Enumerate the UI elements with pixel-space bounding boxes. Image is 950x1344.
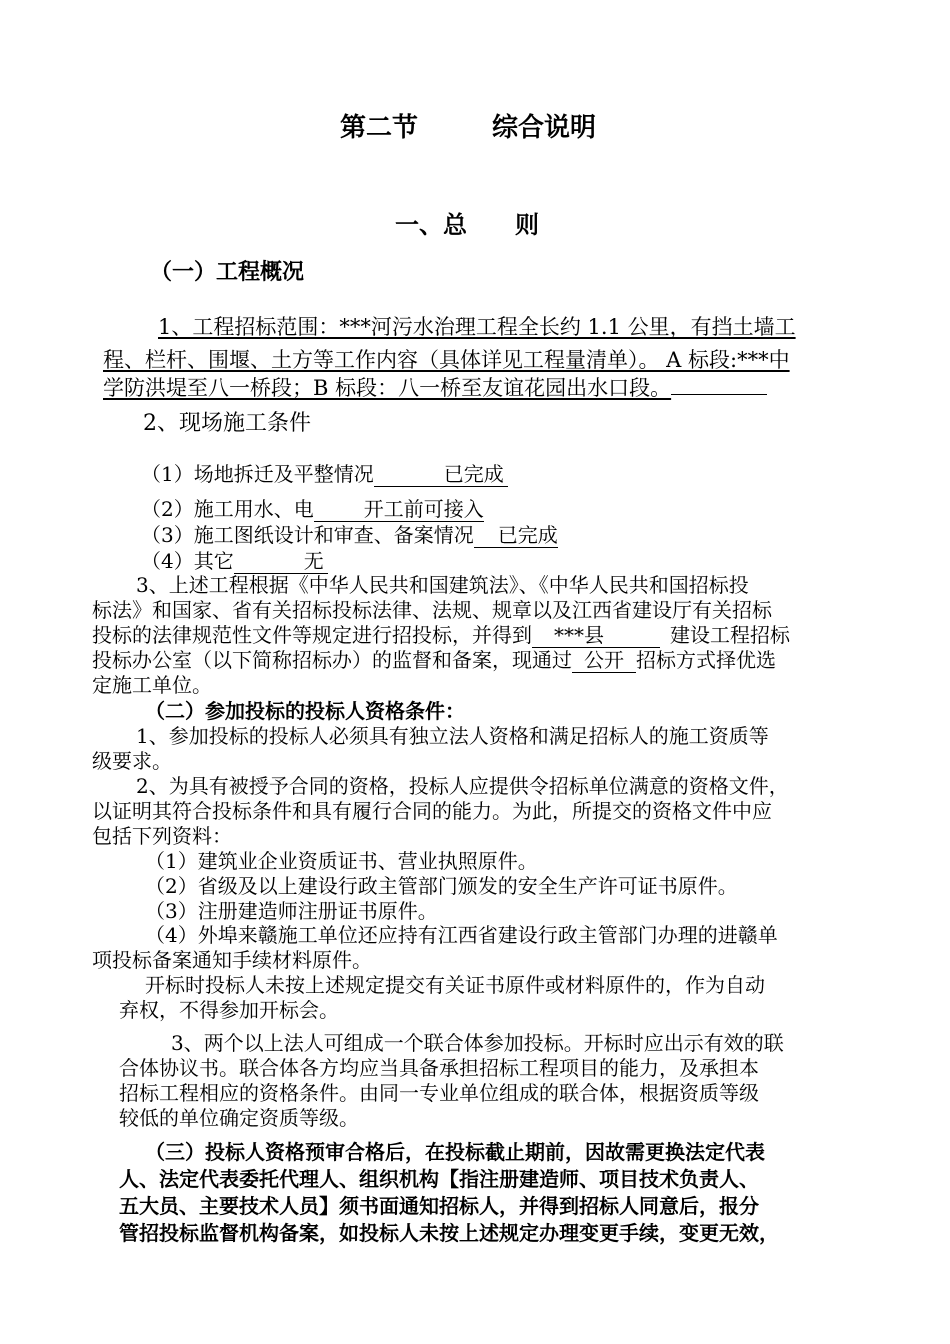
q2-line-1: 2、为具有被授予合同的资格，投标人应提供令招标单位满意的资格文件，: [136, 774, 789, 798]
q1-line-1: 1、参加投标的投标人必须具有独立法人资格和满足招标人的施工资质等: [136, 724, 769, 748]
condition-4-label: （4）其它: [141, 549, 234, 573]
scope-line-3-blank: [671, 373, 767, 395]
general-heading: 一、总 则: [395, 211, 539, 239]
q2-line-2: 以证明其符合投标条件和具有履行合同的能力。为此，所提交的资格文件中应: [92, 799, 772, 823]
scope-line-2: 程、栏杆、围堰、土方等工作内容（具体详见工程量清单）。 A 标段:***中: [103, 348, 790, 372]
q3-line-3: 招标工程相应的资格条件。由同一专业单位组成的联合体，根据资质等级: [119, 1081, 759, 1105]
item3-line-3-post: 建设工程招标: [670, 623, 790, 647]
doc-item-1: （1）建筑业企业资质证书、营业执照原件。: [145, 849, 538, 873]
q3-line-1: 3、两个以上法人可组成一个联合体参加投标。开标时应出示有效的联: [171, 1031, 784, 1055]
subsection-3-line-3: 五大员、主要技术人员】须书面通知招标人，并得到招标人同意后，报分: [119, 1194, 759, 1218]
section-title-number: 第二节: [340, 113, 419, 143]
q2-line-3: 包括下列资料：: [92, 824, 232, 848]
condition-2-value-text: 开工前可接入: [363, 497, 484, 521]
item3-line-4-pre: 投标办公室（以下简称招标办）的监督和备案，现通过: [92, 648, 572, 672]
method-value: 公开: [584, 648, 624, 672]
item3-line-2: 标法》和国家、省有关招标投标法律、法规、规章以及江西省建设厅有关招标: [92, 598, 772, 622]
subsection-3-line-4: 管招投标监督机构备案，如投标人未按上述规定办理变更手续，变更无效，: [119, 1221, 779, 1245]
condition-2: [141, 497, 484, 522]
condition-3-label: （3）施工图纸设计和审查、备案情况: [141, 523, 474, 547]
method-blank: [572, 648, 636, 673]
section-title-text: 综合说明: [492, 113, 597, 143]
item3-line-4: [92, 648, 776, 673]
scope-line-3: [103, 373, 767, 400]
doc-item-4-line-1: （4）外埠来赣施工单位还应持有江西省建设行政主管部门办理的进赣单: [145, 923, 778, 947]
county-value: ***县: [554, 623, 604, 647]
condition-4: [141, 549, 328, 574]
condition-2-value: [314, 497, 484, 522]
subsection-3-line-2: 人、法定代表委托代理人、组织机构【指注册建造师、项目技术负责人、: [119, 1167, 759, 1191]
subsection-3-line-1: （三）投标人资格预审合格后，在投标截止期前，因故需更换法定代表: [145, 1140, 765, 1164]
condition-2-label: （2）施工用水、电: [141, 497, 314, 521]
condition-3: [141, 523, 558, 548]
scope-line-1: 1、工程招标范围：***河污水治理工程全长约 1.1 公里，有挡土墙工: [158, 315, 796, 339]
doc-item-2: （2）省级及以上建设行政主管部门颁发的安全生产许可证书原件。: [145, 874, 738, 898]
note-line-2: 弃权，不得参加开标会。: [119, 998, 339, 1022]
item3-line-3-pre: 投标的法律规范性文件等规定进行招投标，并得到: [92, 623, 532, 647]
condition-1-value: [374, 462, 508, 487]
subsection-1-title: （一）工程概况: [150, 260, 305, 285]
condition-4-value-text: 无: [303, 549, 324, 573]
condition-3-value: [474, 523, 558, 548]
site-conditions-title: 2、现场施工条件: [143, 411, 311, 436]
condition-1: [141, 462, 508, 487]
county-blank: [532, 623, 660, 648]
item3-line-4-post: 招标方式择优选: [636, 648, 776, 672]
doc-item-4-line-2: 项投标备案通知手续材料原件。: [92, 948, 372, 972]
doc-item-3: （3）注册建造师注册证书原件。: [145, 899, 438, 923]
subsection-2-title: （二）参加投标的投标人资格条件：: [145, 699, 465, 723]
q1-line-2: 级要求。: [92, 749, 172, 773]
scope-line-3-text: 学防洪堤至八一桥段；B 标段：八一桥至友谊花园出水口段。: [103, 376, 672, 400]
condition-4-value: [234, 549, 328, 574]
q3-line-4: 较低的单位确定资质等级。: [119, 1106, 359, 1130]
q3-line-2: 合体协议书。联合体各方均应当具备承担招标工程项目的能力，及承担本: [119, 1056, 759, 1080]
note-line-1: 开标时投标人未按上述规定提交有关证书原件或材料原件的，作为自动: [145, 973, 765, 997]
condition-3-value-text: 已完成: [497, 523, 558, 547]
item3-line-5: 定施工单位。: [92, 673, 212, 697]
item3-line-1: 3、上述工程根据《中华人民共和国建筑法》、《中华人民共和国招标投: [136, 573, 749, 597]
item3-line-3: [92, 623, 790, 648]
section-title: [340, 113, 596, 143]
condition-1-value-text: 已完成: [443, 462, 504, 486]
condition-1-label: （1）场地拆迁及平整情况: [141, 462, 374, 486]
